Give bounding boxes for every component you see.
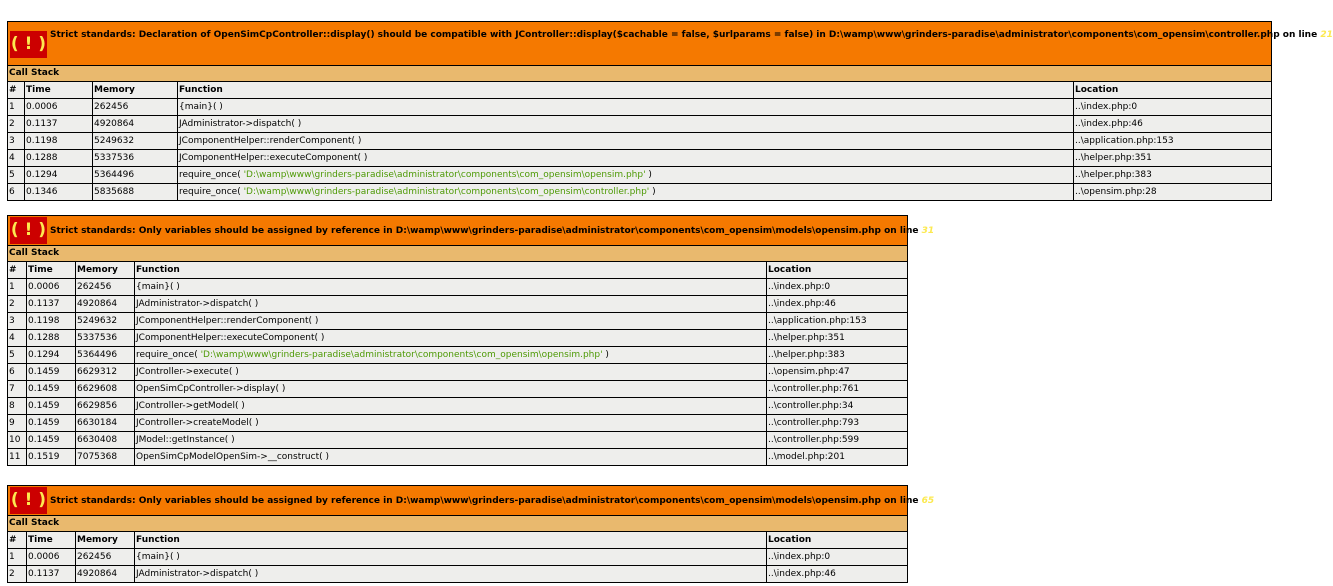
stack-row (8, 566, 908, 583)
function-name: JController->createModel( ) (136, 417, 259, 428)
stack-memory: 5249632 (93, 133, 178, 150)
stack-memory: 262456 (76, 279, 135, 296)
stack-time: 0.1137 (27, 296, 76, 313)
stack-num: 1 (8, 99, 25, 116)
stack-time: 0.1198 (25, 133, 93, 150)
stack-function (135, 398, 767, 415)
stack-num: 11 (8, 449, 27, 466)
error-table-2 (7, 215, 935, 466)
function-name: JModel::getInstance( ) (136, 434, 235, 445)
col-time: Time (27, 262, 76, 279)
call-stack-label: Call Stack (8, 516, 908, 532)
stack-row (8, 330, 908, 347)
stack-function (135, 347, 767, 364)
stack-location: ..\opensim.php:28 (1074, 184, 1272, 201)
col-function: Function (135, 262, 767, 279)
stack-location: ..\index.php:46 (1074, 116, 1272, 133)
function-name: OpenSimCpController->display( ) (136, 383, 286, 394)
stack-function (135, 449, 767, 466)
stack-memory: 7075368 (76, 449, 135, 466)
col-function: Function (135, 532, 767, 549)
stack-memory: 5364496 (93, 167, 178, 184)
stack-location: ..\model.php:201 (767, 449, 908, 466)
col-num: # (8, 262, 27, 279)
stack-function (178, 99, 1074, 116)
stack-memory: 4920864 (76, 296, 135, 313)
stack-function (178, 116, 1074, 133)
stack-function (135, 279, 767, 296)
error-line-number: 31 (921, 226, 935, 236)
error-message: Strict standards: Only variables should be assigned by reference in D:\wamp\www\grinders-paradise\administrator\components\com_opensim\models\opensim.php on line (50, 496, 922, 506)
stack-memory: 6629608 (76, 381, 135, 398)
error-line-number: 65 (921, 496, 935, 506)
stack-function (135, 549, 767, 566)
error-table-3 (7, 485, 935, 583)
col-time: Time (25, 82, 93, 99)
stack-location: ..\index.php:46 (767, 566, 908, 583)
stack-location: ..\index.php:0 (1074, 99, 1272, 116)
error-message: Strict standards: Only variables should be assigned by reference in D:\wamp\www\grinders-paradise\administrator\components\com_opensim\models\opensim.php on line (50, 226, 922, 236)
function-name: {main}( ) (179, 101, 223, 112)
stack-num: 6 (8, 184, 25, 201)
stack-location: ..\index.php:46 (767, 296, 908, 313)
stack-location: ..\helper.php:383 (767, 347, 908, 364)
col-num: # (8, 82, 25, 99)
stack-row (8, 296, 908, 313)
warning-icon: ( ! ) (10, 487, 47, 514)
stack-time: 0.1137 (27, 566, 76, 583)
stack-memory: 6629856 (76, 398, 135, 415)
stack-row (8, 99, 1272, 116)
stack-location: ..\application.php:153 (767, 313, 908, 330)
stack-num: 5 (8, 347, 27, 364)
stack-time: 0.1459 (27, 398, 76, 415)
col-memory: Memory (76, 532, 135, 549)
col-memory: Memory (76, 262, 135, 279)
stack-time: 0.1288 (27, 330, 76, 347)
col-function: Function (178, 82, 1074, 99)
stack-row (8, 313, 908, 330)
function-name: JComponentHelper::executeComponent( ) (179, 152, 368, 163)
stack-num: 3 (8, 313, 27, 330)
stack-function (135, 313, 767, 330)
error-header (8, 486, 908, 516)
stack-function (135, 364, 767, 381)
function-name: {main}( ) (136, 551, 180, 562)
stack-time: 0.1294 (27, 347, 76, 364)
stack-location: ..\opensim.php:47 (767, 364, 908, 381)
stack-location: ..\helper.php:351 (1074, 150, 1272, 167)
stack-memory: 5364496 (76, 347, 135, 364)
stack-time: 0.1459 (27, 415, 76, 432)
stack-num: 1 (8, 279, 27, 296)
stack-time: 0.0006 (27, 279, 76, 296)
function-close: ) (649, 186, 656, 197)
stack-num: 4 (8, 150, 25, 167)
function-name: require_once( (136, 349, 201, 360)
stack-location: ..\application.php:153 (1074, 133, 1272, 150)
stack-num: 5 (8, 167, 25, 184)
stack-num: 4 (8, 330, 27, 347)
stack-function (178, 133, 1074, 150)
stack-location: ..\controller.php:793 (767, 415, 908, 432)
function-name: JComponentHelper::executeComponent( ) (136, 332, 325, 343)
warning-icon: ( ! ) (10, 217, 47, 244)
stack-memory: 262456 (93, 99, 178, 116)
stack-row (8, 279, 908, 296)
function-name: OpenSimCpModelOpenSim->__construct( ) (136, 451, 329, 462)
function-arg: 'D:\wamp\www\grinders-paradise\administrator\components\com_opensim\controller.php' (243, 186, 650, 197)
stack-num: 3 (8, 133, 25, 150)
stack-memory: 5835688 (93, 184, 178, 201)
stack-memory: 6629312 (76, 364, 135, 381)
function-arg: 'D:\wamp\www\grinders-paradise\administrator\components\com_opensim\opensim.php' (243, 169, 646, 180)
stack-row (8, 432, 908, 449)
stack-row (8, 415, 908, 432)
error-line-number: 21 (1320, 30, 1333, 40)
stack-num: 2 (8, 296, 27, 313)
function-name: require_once( (179, 186, 244, 197)
col-memory: Memory (93, 82, 178, 99)
col-location: Location (1074, 82, 1272, 99)
error-header (8, 22, 1272, 66)
stack-function (135, 381, 767, 398)
stack-row (8, 364, 908, 381)
stack-row (8, 150, 1272, 167)
error-header (8, 216, 908, 246)
stack-row (8, 381, 908, 398)
stack-location: ..\controller.php:34 (767, 398, 908, 415)
stack-memory: 4920864 (76, 566, 135, 583)
stack-memory: 6630408 (76, 432, 135, 449)
stack-time: 0.1198 (27, 313, 76, 330)
stack-function (178, 167, 1074, 184)
stack-num: 2 (8, 116, 25, 133)
stack-time: 0.1519 (27, 449, 76, 466)
stack-function (135, 330, 767, 347)
stack-num: 8 (8, 398, 27, 415)
stack-time: 0.0006 (25, 99, 93, 116)
stack-num: 1 (8, 549, 27, 566)
col-num: # (8, 532, 27, 549)
stack-row (8, 133, 1272, 150)
stack-function (135, 415, 767, 432)
function-name: JAdministrator->dispatch( ) (136, 298, 259, 309)
stack-memory: 6630184 (76, 415, 135, 432)
stack-time: 0.1288 (25, 150, 93, 167)
warning-icon: ( ! ) (10, 31, 47, 58)
stack-time: 0.1459 (27, 432, 76, 449)
stack-memory: 5337536 (76, 330, 135, 347)
function-name: JComponentHelper::renderComponent( ) (136, 315, 319, 326)
function-arg: 'D:\wamp\www\grinders-paradise\administrator\components\com_opensim\opensim.php' (200, 349, 603, 360)
stack-function (135, 566, 767, 583)
stack-row (8, 167, 1272, 184)
stack-memory: 4920864 (93, 116, 178, 133)
call-stack-label: Call Stack (8, 246, 908, 262)
error-message: Strict standards: Declaration of OpenSimCpController::display() should be compatible with JController::display($cachable = false, $urlparams = false) in D:\wamp\www\grinders-paradise\administrator\components\com_opensim\controller.php on line (50, 30, 1321, 40)
col-time: Time (27, 532, 76, 549)
stack-memory: 262456 (76, 549, 135, 566)
stack-row (8, 398, 908, 415)
stack-location: ..\index.php:0 (767, 279, 908, 296)
stack-location: ..\helper.php:383 (1074, 167, 1272, 184)
function-close: ) (602, 349, 609, 360)
function-name: JController->execute( ) (136, 366, 239, 377)
stack-time: 0.1137 (25, 116, 93, 133)
stack-row (8, 347, 908, 364)
stack-location: ..\index.php:0 (767, 549, 908, 566)
stack-time: 0.1459 (27, 381, 76, 398)
error-table-1 (7, 21, 1333, 201)
column-header-row (8, 532, 908, 549)
function-name: JAdministrator->dispatch( ) (136, 568, 259, 579)
stack-row (8, 449, 908, 466)
stack-function (135, 296, 767, 313)
col-location: Location (767, 262, 908, 279)
stack-row (8, 116, 1272, 133)
column-header-row (8, 82, 1272, 99)
stack-time: 0.1459 (27, 364, 76, 381)
stack-memory: 5249632 (76, 313, 135, 330)
function-name: require_once( (179, 169, 244, 180)
stack-time: 0.1346 (25, 184, 93, 201)
stack-function (178, 184, 1074, 201)
function-close: ) (645, 169, 652, 180)
stack-row (8, 184, 1272, 201)
function-name: {main}( ) (136, 281, 180, 292)
stack-num: 6 (8, 364, 27, 381)
stack-time: 0.0006 (27, 549, 76, 566)
stack-num: 7 (8, 381, 27, 398)
stack-location: ..\helper.php:351 (767, 330, 908, 347)
function-name: JComponentHelper::renderComponent( ) (179, 135, 362, 146)
stack-memory: 5337536 (93, 150, 178, 167)
col-location: Location (767, 532, 908, 549)
stack-row (8, 549, 908, 566)
column-header-row (8, 262, 908, 279)
stack-num: 2 (8, 566, 27, 583)
stack-time: 0.1294 (25, 167, 93, 184)
stack-function (135, 432, 767, 449)
stack-num: 9 (8, 415, 27, 432)
stack-function (178, 150, 1074, 167)
stack-num: 10 (8, 432, 27, 449)
stack-location: ..\controller.php:761 (767, 381, 908, 398)
call-stack-label: Call Stack (8, 66, 1272, 82)
stack-location: ..\controller.php:599 (767, 432, 908, 449)
function-name: JController->getModel( ) (136, 400, 245, 411)
function-name: JAdministrator->dispatch( ) (179, 118, 302, 129)
